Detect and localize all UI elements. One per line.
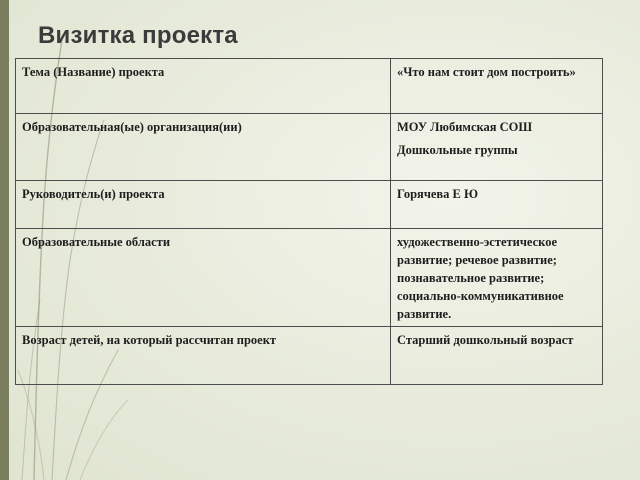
value-line: развитие; речевое развитие; — [397, 253, 557, 267]
row-value-areas — [391, 229, 603, 327]
project-info-table — [15, 58, 603, 385]
table-row — [16, 114, 603, 181]
value-line: развитие. — [397, 307, 452, 321]
row-label-age: Возраст детей, на который рассчитан проект — [16, 327, 391, 385]
value-line: Горячева Е Ю — [397, 187, 479, 201]
row-label-organization: Образовательная(ые) организация(ии) — [16, 114, 391, 181]
row-value-organization — [391, 114, 603, 181]
row-label-areas: Образовательные области — [16, 229, 391, 327]
table-row — [16, 229, 603, 327]
row-value-age — [391, 327, 603, 385]
left-accent-bar — [0, 0, 9, 480]
row-value-topic — [391, 59, 603, 114]
row-label-leader: Руководитель(и) проекта — [16, 181, 391, 229]
slide-title: Визитка проекта — [38, 22, 238, 49]
table-row — [16, 181, 603, 229]
row-value-leader — [391, 181, 603, 229]
table-row — [16, 59, 603, 114]
value-line: «Что нам стоит дом построить» — [397, 65, 576, 79]
value-line: Дошкольные группы — [397, 143, 518, 157]
value-line: социально-коммуникативное — [397, 289, 564, 303]
value-line: художественно-эстетическое — [397, 235, 558, 249]
table-row — [16, 327, 603, 385]
value-line: познавательное развитие; — [397, 271, 545, 285]
value-line: МОУ Любимская СОШ — [397, 120, 533, 134]
row-label-topic: Тема (Название) проекта — [16, 59, 391, 114]
value-line: Старший дошкольный возраст — [397, 333, 574, 347]
